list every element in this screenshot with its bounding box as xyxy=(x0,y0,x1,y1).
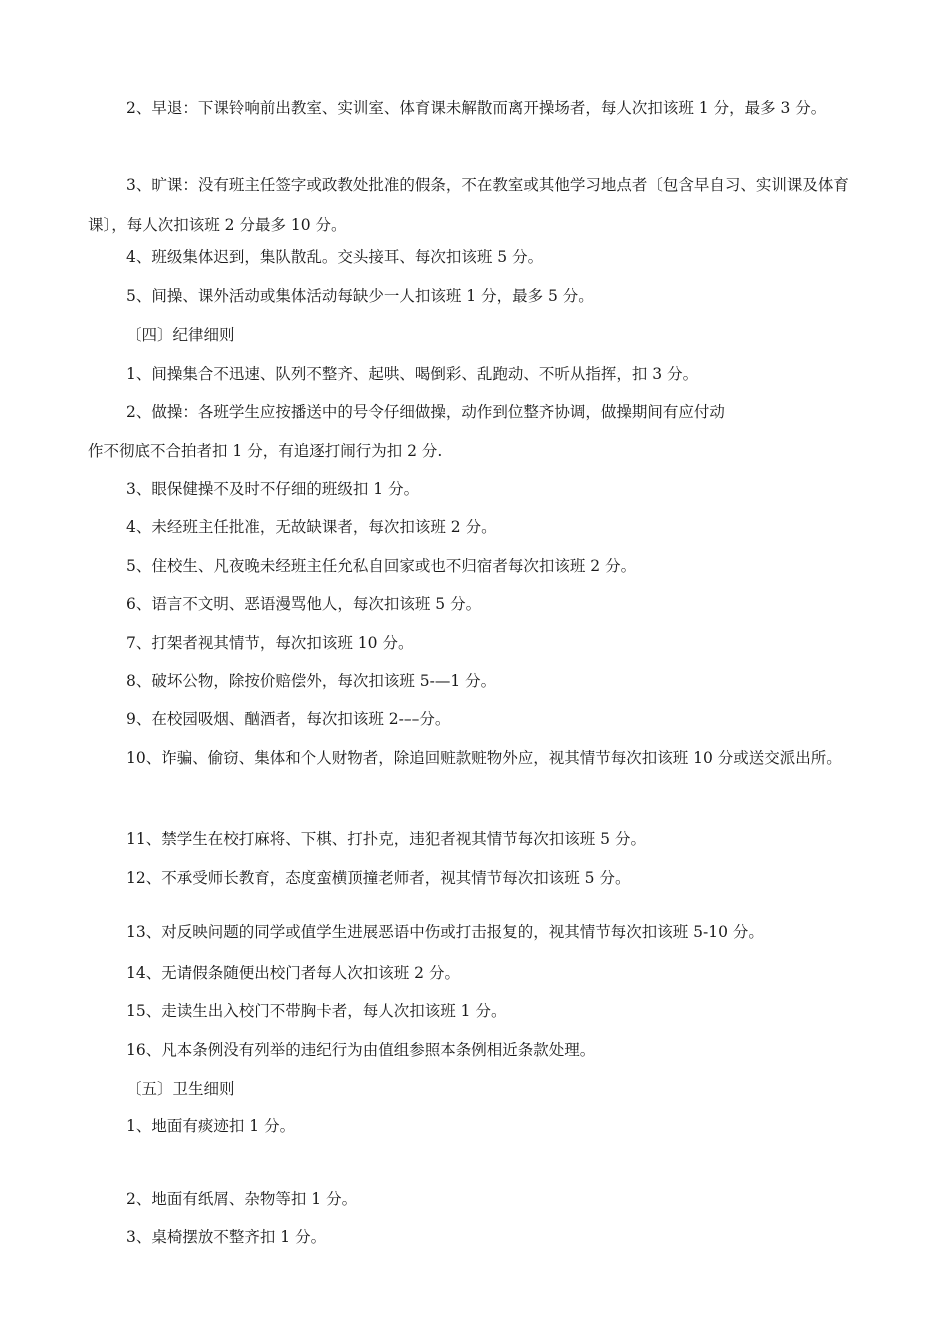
paragraph-discipline-10: 10、诈骗、偷窃、集体和个人财物者，除追回赃款赃物外应，视其情节每次扣该班 10 分或送交派出所。 xyxy=(126,749,842,767)
paragraph-hygiene-1: 1、地面有痰迹扣 1 分。 xyxy=(126,1117,296,1135)
section-heading-discipline: 〔四〕纪律细则 xyxy=(126,326,235,344)
paragraph-discipline-2b: 作不彻底不合拍者扣 1 分，有追逐打闹行为扣 2 分. xyxy=(88,442,443,460)
paragraph-discipline-12: 12、不承受师长教育，态度蛮横顶撞老师者，视其情节每次扣该班 5 分。 xyxy=(126,869,631,887)
paragraph-discipline-8: 8、破坏公物，除按价赔偿外，每次扣该班 5-—1 分。 xyxy=(126,672,497,690)
paragraph-discipline-7: 7、打架者视其情节，每次扣该班 10 分。 xyxy=(126,634,414,652)
paragraph-discipline-3: 3、眼保健操不及时不仔细的班级扣 1 分。 xyxy=(126,480,420,498)
paragraph-discipline-1: 1、间操集合不迅速、队列不整齐、起哄、喝倒彩、乱跑动、不听从指挥，扣 3 分。 xyxy=(126,365,699,383)
paragraph-group-late: 4、班级集体迟到，集队散乱。交头接耳、每次扣该班 5 分。 xyxy=(126,248,544,266)
paragraph-early-leave: 2、早退：下课铃响前出教室、实训室、体育课未解散而离开操场者，每人次扣该班 1 分，最多 3 分。 xyxy=(126,99,827,117)
paragraph-truancy: 3、旷课：没有班主任签字或政教处批准的假条，不在教室或其他学习地点者〔包含早自习、实训课及体育课〕，每人次扣该班 2 分最多 10 分。 xyxy=(88,176,849,234)
paragraph-hygiene-3: 3、桌椅摆放不整齐扣 1 分。 xyxy=(126,1228,327,1246)
paragraph-discipline-14: 14、无请假条随便出校门者每人次扣该班 2 分。 xyxy=(126,964,460,982)
paragraph-discipline-4: 4、未经班主任批准，无故缺课者，每次扣该班 2 分。 xyxy=(126,518,497,536)
paragraph-discipline-15: 15、走读生出入校门不带胸卡者，每人次扣该班 1 分。 xyxy=(126,1002,507,1020)
paragraph-discipline-13: 13、对反映问题的同学或值学生进展恶语中伤或打击报复的，视其情节每次扣该班 5-10 分。 xyxy=(126,923,764,941)
paragraph-absence: 5、间操、课外活动或集体活动每缺少一人扣该班 1 分，最多 5 分。 xyxy=(126,287,594,305)
paragraph-discipline-16: 16、凡本条例没有列举的违纪行为由值组参照本条例相近条款处理。 xyxy=(126,1041,596,1059)
paragraph-discipline-2a: 2、做操：各班学生应按播送中的号令仔细做操，动作到位整齐协调，做操期间有应付动 xyxy=(126,403,725,421)
paragraph-discipline-11: 11、禁学生在校打麻将、下棋、打扑克，违犯者视其情节每次扣该班 5 分。 xyxy=(126,830,646,848)
paragraph-hygiene-2: 2、地面有纸屑、杂物等扣 1 分。 xyxy=(126,1190,358,1208)
paragraph-discipline-6: 6、语言不文明、恶语漫骂他人，每次扣该班 5 分。 xyxy=(126,595,482,613)
section-heading-hygiene: 〔五〕卫生细则 xyxy=(126,1080,235,1098)
paragraph-discipline-5: 5、住校生、凡夜晚未经班主任允私自回家或也不归宿者每次扣该班 2 分。 xyxy=(126,557,637,575)
paragraph-discipline-9: 9、在校园吸烟、酗酒者，每次扣该班 2-––分。 xyxy=(126,710,451,728)
